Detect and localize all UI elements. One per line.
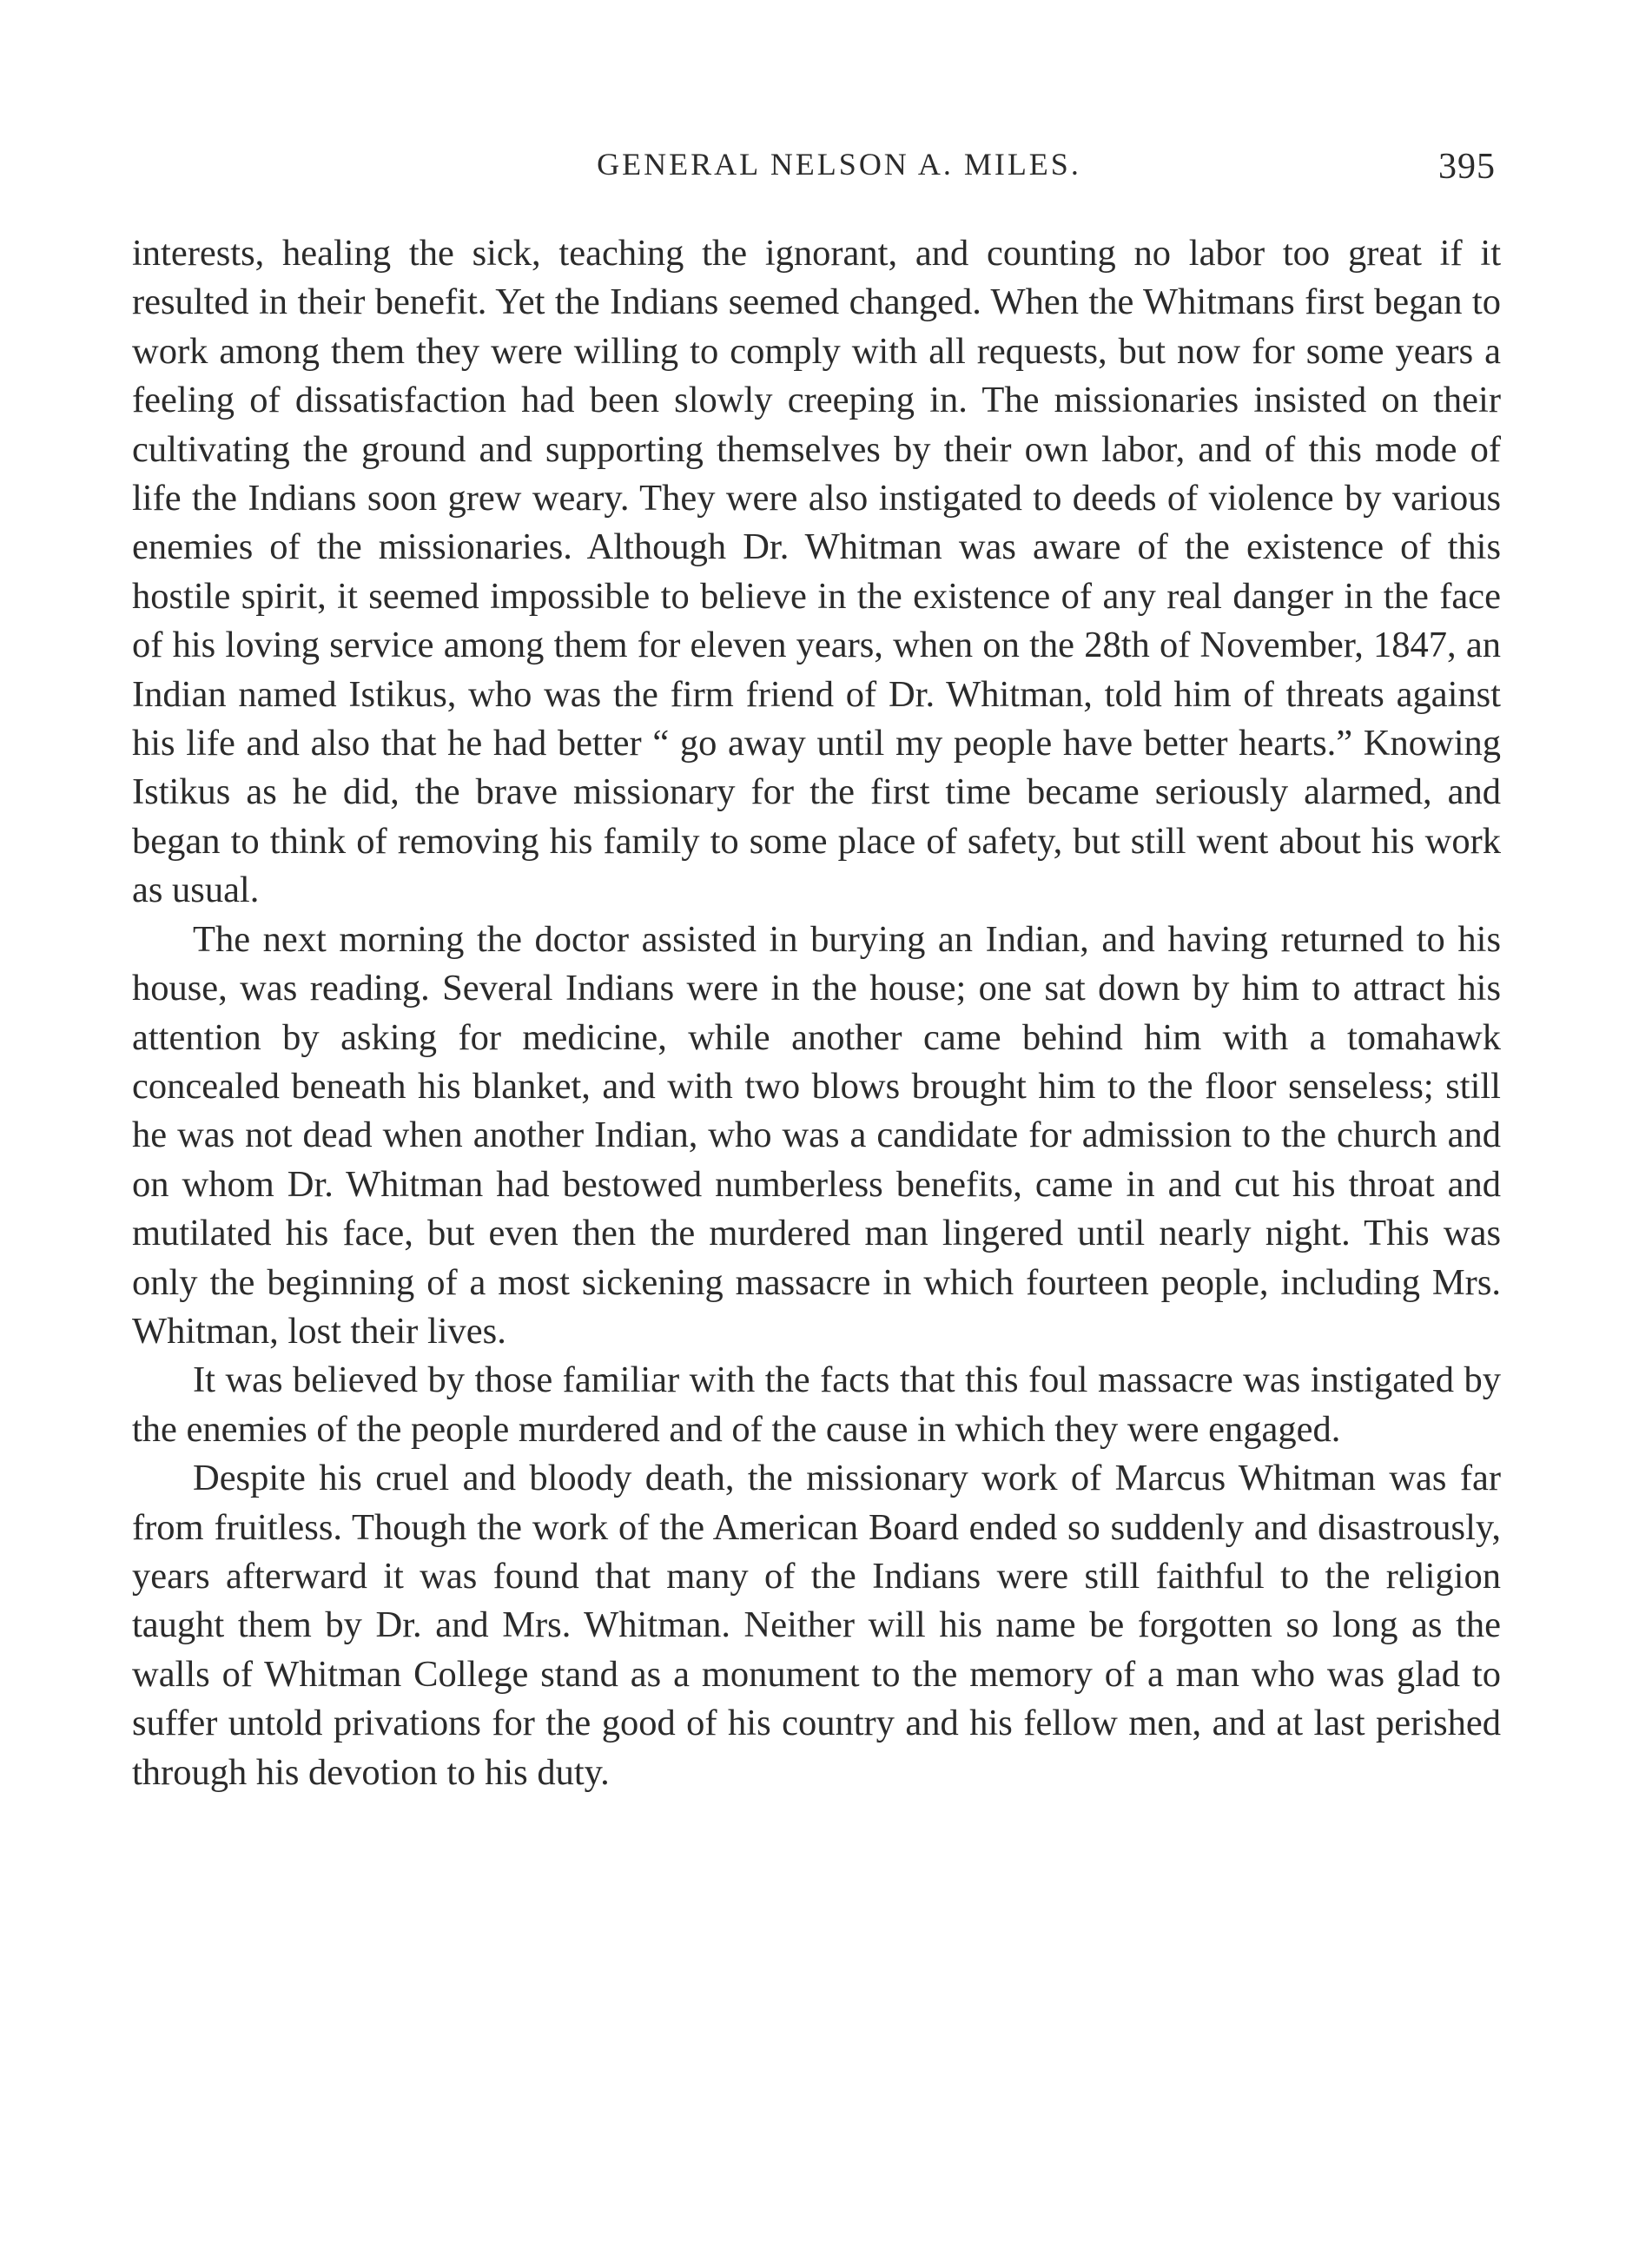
paragraph-2: The next morning the doctor assisted in burying an Indian, and having returned to his house, was reading. Several Indians were in the house; one sat down by him to attract his attention by asking for medicine, while another came behind him with a tomahawk concealed beneath his blanket, and with two blows brought him to the floor senseless; still he was not dead when another Indian, who was a candidate for admission to the church and on whom Dr. Whitman had bestowed numberless benefits, came in and cut his throat and mutilated his face, but even then the murdered man lingered until nearly night. This was only the beginning of a most sickening massacre in which fourteen people, including Mrs. Whitman, lost their lives.: [132, 918, 1501, 1352]
paragraph-1: interests, healing the sick, teaching the ignorant, and counting no labor too great if it resulted in their benefit. Yet the Indians seemed changed. When the Whitmans first began to work among them they were willing to comply with all requests, but now for some years a feeling of dissatisfaction had been slowly creeping in. The missionaries insisted on their cultivating the ground and supporting themselves by their own labor, and of this mode of life the Indians soon grew weary. They were also instigated to deeds of violence by various enemies of the missionaries. Although Dr. Whitman was aware of the existence of this hostile spirit, it seemed impossible to believe in the existence of any real danger in the face of his loving service among them for eleven years, when on the 28th of November, 1847, an Indian named Istikus, who was the firm friend of Dr. Whitman, told him of threats against his life and also that he had better “ go away until my people have better hearts.” Knowing Istikus as he did, the brave missionary for the first time became seriously alarmed, and began to think of removing his family to some place of safety, but still went about his work as usual.: [132, 233, 1501, 911]
running-head: [182, 146, 1496, 191]
body-text: [132, 229, 1501, 1797]
paragraph-3: It was believed by those familiar with the facts that this foul massacre was instigated by the enemies of the people murdered and of the cause in which they were engaged.: [132, 1359, 1501, 1450]
running-title: GENERAL NELSON A. MILES.: [597, 147, 1081, 182]
page-number: 395: [1438, 147, 1496, 187]
paragraph-4: Despite his cruel and bloody death, the missionary work of Marcus Whitman was far from fruitless. Though the work of the American Board ended so suddenly and disastrously, years afterward it was found that many of the Indians were still faithful to the religion taught them by Dr. and Mrs. Whitman. Neither will his name be forgotten so long as the walls of Whitman College stand as a monument to the memory of a man who was glad to suffer untold privations for the good of his country and his fellow men, and at last perished through his devotion to his duty.: [132, 1458, 1501, 1793]
